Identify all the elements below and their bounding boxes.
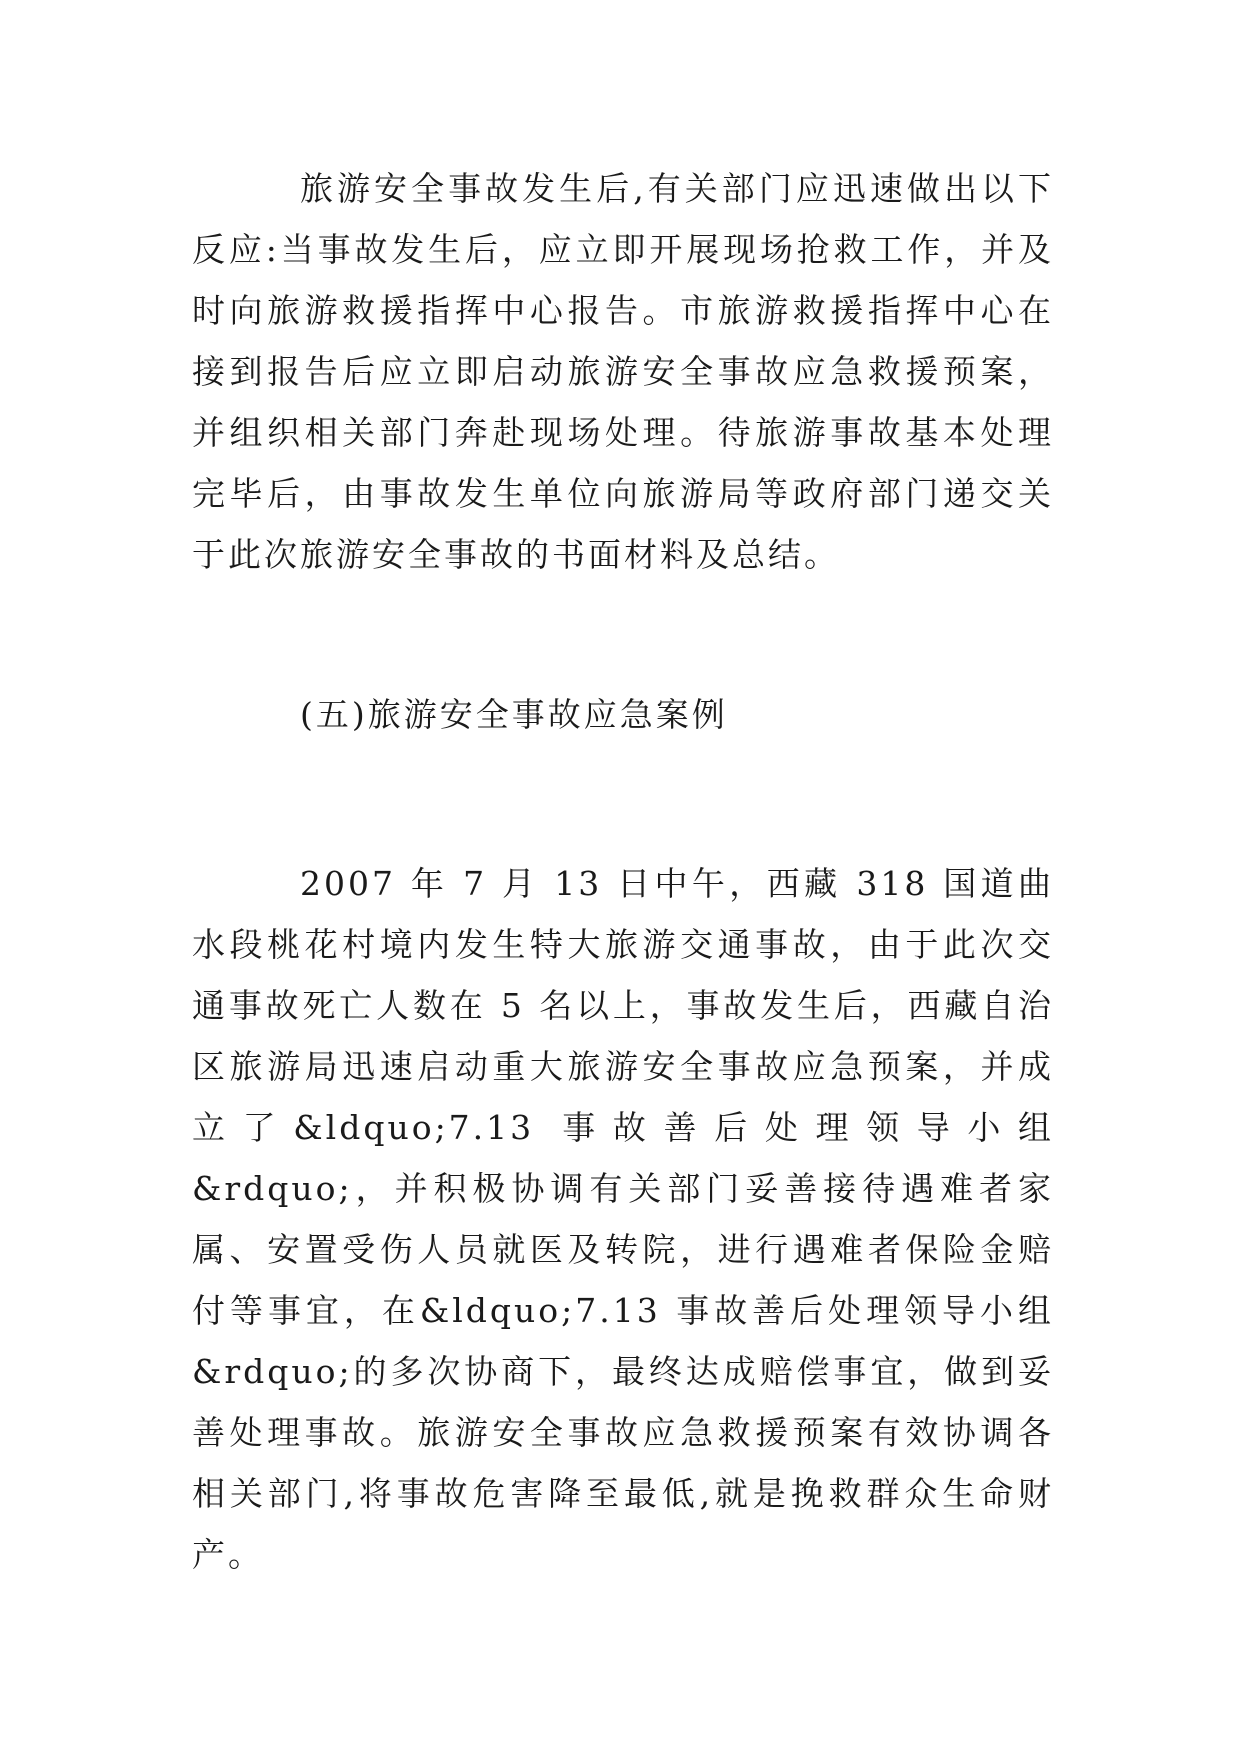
- paragraph-emergency-response: 旅游安全事故发生后,有关部门应迅速做出以下反应:当事故发生后，应立即开展现场抢救工作，并及时向旅游救援指挥中心报告。市旅游救援指挥中心在接到报告后应立即启动旅游安全事故应急救援预案，并组织相关部门奔赴现场处理。待旅游事故基本处理完毕后，由事故发生单位向旅游局等政府部门递交关于此次旅游安全事故的书面材料及总结。: [192, 169, 1054, 574]
- paragraph-case-study: 2007 年 7 月 13 日中午，西藏 318 国道曲水段桃花村境内发生特大旅游交通事故，由于此次交通事故死亡人数在 5 名以上，事故发生后，西藏自治区旅游局迅速启动重大旅游安全事故应急预案，并成立了&ldquo;7.13 事故善后处理领导小组&rdquo;，并积极协调有关部门妥善接待遇难者家属、安置受伤人员就医及转院，进行遇难者保险金赔付等事宜，在&ldquo;7.13 事故善后处理领导小组&rdquo;的多次协商下，最终达成赔偿事宜，做到妥善处理事故。旅游安全事故应急救援预案有效协调各相关部门,将事故危害降至最低,就是挽救群众生命财产。: [192, 864, 1054, 1574]
- section-heading: (五)旅游安全事故应急案例: [300, 695, 728, 734]
